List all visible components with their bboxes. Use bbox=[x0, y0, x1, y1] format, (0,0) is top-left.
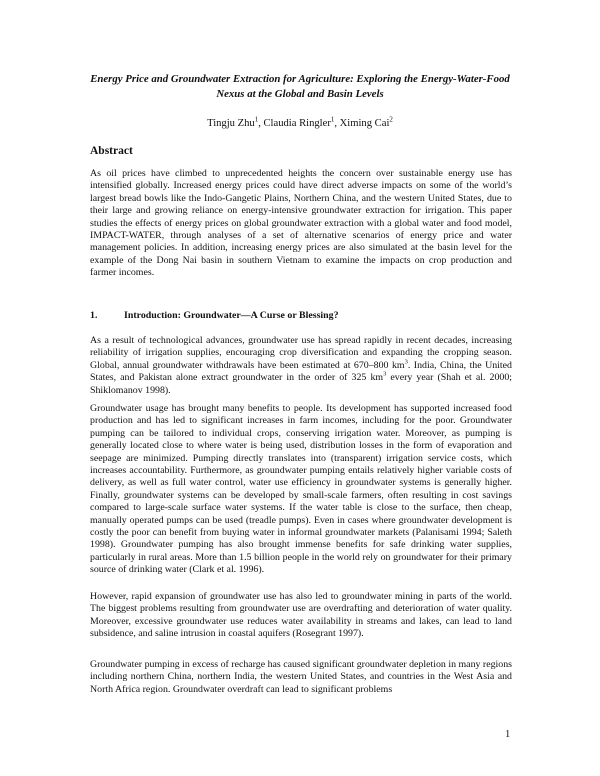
body-paragraph bbox=[90, 335, 512, 397]
section-number: 1. bbox=[90, 310, 98, 321]
body-paragraph: Groundwater usage has brought many benefits to people. Its development has supported increased food production and has led to significant increases in farm incomes, including for the poor. Groundwater pumping can be tailored to individual crops, conserving irrigation water. Moreover, as pumping is generally located close to where water is being used, distribution losses in the form of evaporation and seepage are minimized. Pumping directly translates into (transparent) irrigation service costs, which increases accountability. Furthermore, as groundwater pumping entails relatively higher variable costs of delivery, as well as full water control, water use efficiency in groundwater systems is generally higher. Finally, groundwater systems can be developed by small-scale farmers, often resulting in cost savings compared to large-scale surface water systems. If the water table is close to the surface, then cheap, manually operated pumps can be used (treadle pumps). Even in cases where groundwater development is costly the poor can benefit from buying water in informal groundwater markets (Palanisami 1994; Saleth 1998). Groundwater pumping has also brought immense benefits for safe drinking water supplies, particularly in rural areas. More than 1.5 billion people in the world rely on groundwater for their primary source of drinking water (Clark et al. 1996). bbox=[90, 403, 512, 576]
paper-title: Energy Price and Groundwater Extraction for Agriculture: Exploring the Energy-Water-Food Nexus at the Global and Basin Levels bbox=[90, 73, 510, 100]
author-name: Claudia Ringler bbox=[263, 118, 331, 129]
author-line: Tingju Zhu$^1$, Claudia Ringler$^1$, Ximing Cai$^2$ bbox=[207, 115, 393, 129]
section-heading bbox=[90, 310, 512, 322]
abstract-heading: Abstract bbox=[90, 145, 133, 157]
author-affiliation: 1 bbox=[330, 115, 335, 124]
text-run: . India, China, the United States, and Pakistan alone extract groundwater in the order of 325 km bbox=[90, 359, 512, 384]
author-name: Tingju Zhu bbox=[207, 118, 255, 129]
text-run: As a result of technological advances, groundwater use has spread rapidly in recent decades, increasing reliability of irrigation supplies, encouraging crop diversification and expanding the cropping season. Global, annual groundwater withdrawals have been estimated at 670–800 km bbox=[90, 335, 512, 371]
page-number: 1 bbox=[505, 729, 511, 740]
author-name: Ximing Cai bbox=[339, 118, 390, 129]
author-affiliation: 1 bbox=[254, 115, 259, 124]
body-paragraph: However, rapid expansion of groundwater use has also led to groundwater mining in parts of the world. The biggest problems resulting from groundwater use are overdrafting and deterioration of water quality. Moreover, excessive groundwater use reduces water availability in streams and lakes, can lead to land subsidence, and saline intrusion in coastal aquifers (Rosegrant 1997). bbox=[90, 591, 512, 640]
superscript: 3 bbox=[383, 370, 387, 378]
abstract-text: As oil prices have climbed to unprecedented heights the concern over sustainable energy use has intensified globally. Increased energy prices could have direct adverse impacts on some of the world’s largest bread bowls like the Indo-Gangetic Plains, Northern China, and the western United States, due to their large and growing reliance on energy-intensive groundwater extraction for irrigation. This paper studies the effects of energy prices on global groundwater extraction with a global water and food model, IMPACT-WATER, through analyses of a set of alternative scenarios of energy price and water management policies. In addition, increasing energy prices are also simulated at the basin level for the example of the Dong Nai basin in southern Vietnam to examine the impacts on crop production and farmer incomes. bbox=[90, 168, 512, 279]
body-paragraph: Groundwater pumping in excess of recharge has caused significant groundwater depletion in many regions including northern China, northern India, the western United States, and countries in the West Asia and North Africa region. Groundwater overdraft can lead to significant problems bbox=[90, 659, 512, 695]
section-title: Introduction: Groundwater—A Curse or Blessing? bbox=[124, 310, 339, 321]
text-run: every year (Shah et al. 2000; Shiklomanov 1998). bbox=[90, 372, 512, 396]
author-affiliation: 2 bbox=[389, 115, 393, 124]
superscript: 3 bbox=[404, 358, 408, 366]
